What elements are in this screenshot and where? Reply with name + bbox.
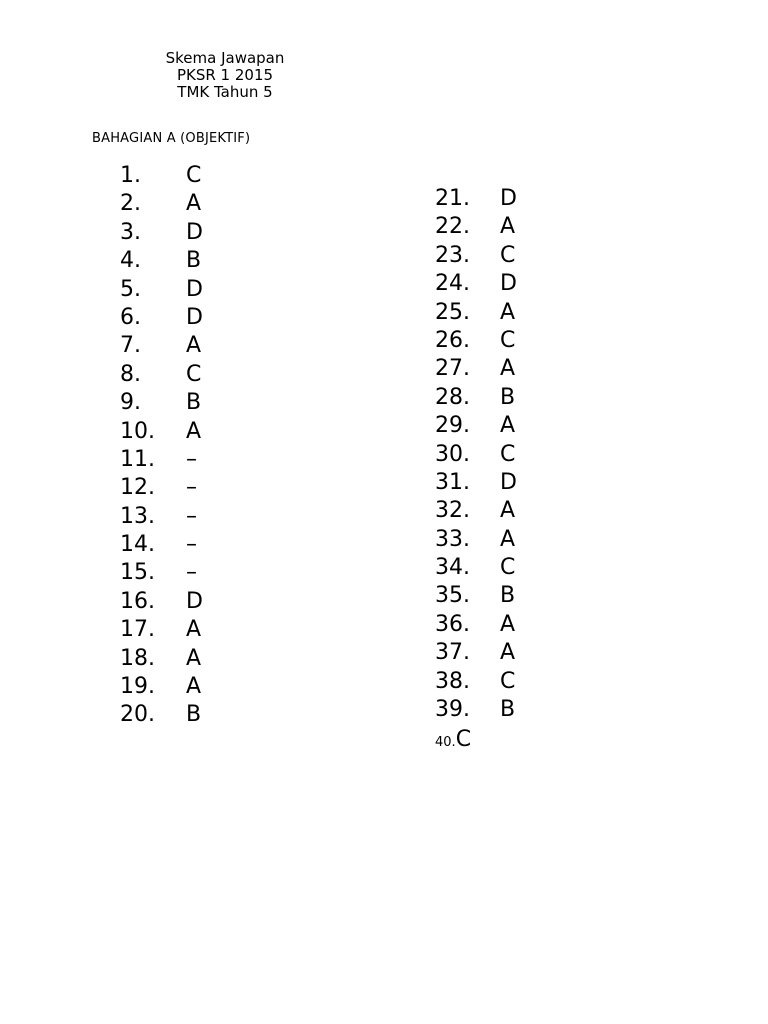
answer-number: 6. bbox=[120, 304, 141, 330]
answer-letter: A bbox=[500, 356, 516, 382]
answer-letter: C bbox=[186, 163, 202, 188]
answer-letter: A bbox=[500, 299, 516, 325]
answer-letter: A bbox=[500, 498, 516, 524]
answer-letter: D bbox=[500, 186, 517, 211]
answer-row bbox=[435, 469, 517, 497]
answer-row bbox=[120, 162, 203, 190]
answer-letter: B bbox=[186, 702, 202, 728]
answer-row bbox=[120, 645, 203, 673]
answer-number: 12. bbox=[120, 475, 155, 501]
answer-number: 3. bbox=[120, 219, 141, 245]
answer-letter: C bbox=[500, 242, 516, 268]
answer-number: 23. bbox=[435, 242, 470, 268]
answer-number: 2. bbox=[120, 191, 141, 217]
answer-letter: B bbox=[500, 583, 516, 609]
answer-row bbox=[435, 554, 517, 582]
answer-letter: C bbox=[500, 555, 516, 581]
answer-number: 16. bbox=[120, 588, 155, 614]
answer-letter: C bbox=[500, 327, 516, 353]
answer-row bbox=[435, 185, 517, 213]
answer-row bbox=[435, 270, 517, 298]
answer-row bbox=[120, 190, 203, 218]
answer-letter: B bbox=[186, 390, 202, 416]
answer-row bbox=[120, 304, 203, 332]
answer-number: 18. bbox=[120, 645, 155, 671]
answer-letter: – bbox=[186, 560, 197, 586]
answer-number: 33. bbox=[435, 526, 470, 552]
section-title: BAHAGIAN A (OBJEKTIF) bbox=[92, 131, 251, 146]
answer-number: 38. bbox=[435, 668, 470, 694]
answer-number: 4. bbox=[120, 248, 141, 274]
answer-number: 39. bbox=[435, 697, 470, 723]
answer-number: 1. bbox=[120, 163, 141, 188]
answer-number: 37. bbox=[435, 640, 470, 666]
answer-letter: – bbox=[186, 532, 197, 558]
answer-row bbox=[435, 611, 517, 639]
answer-letter: A bbox=[186, 674, 202, 700]
answer-letter: D bbox=[186, 304, 203, 330]
answer-row bbox=[120, 559, 203, 587]
answer-row bbox=[435, 526, 517, 554]
answer-row bbox=[120, 503, 203, 531]
answer-row bbox=[120, 588, 203, 616]
answer-row bbox=[435, 582, 517, 610]
answer-row bbox=[120, 389, 203, 417]
answer-number: 20. bbox=[120, 702, 155, 728]
answer-number: 14. bbox=[120, 532, 155, 558]
answer-number: 25. bbox=[435, 299, 470, 325]
answer-number: 36. bbox=[435, 611, 470, 637]
answer-row bbox=[120, 673, 203, 701]
answer-number: 22. bbox=[435, 214, 470, 240]
answer-letter: D bbox=[186, 276, 203, 302]
answer-letter: A bbox=[500, 611, 516, 637]
answer-letter: A bbox=[500, 214, 516, 240]
answer-number: 34. bbox=[435, 555, 470, 581]
answer-number: 7. bbox=[120, 333, 141, 359]
answer-number: 19. bbox=[120, 674, 155, 700]
answer-row bbox=[435, 412, 517, 440]
answer-letter: A bbox=[186, 645, 202, 671]
answer-row bbox=[435, 696, 517, 724]
answer-number: 32. bbox=[435, 498, 470, 524]
answer-letter: D bbox=[500, 469, 517, 495]
answer-row bbox=[120, 701, 203, 729]
document-header bbox=[140, 50, 310, 101]
header-exam: PKSR 1 2015 bbox=[176, 66, 274, 84]
answer-number: 5. bbox=[120, 276, 141, 302]
answer-letter: A bbox=[186, 333, 202, 359]
answer-letter: – bbox=[186, 475, 197, 501]
answer-number: 15. bbox=[120, 560, 155, 586]
answer-letter: C bbox=[500, 441, 516, 467]
answer-letter: B bbox=[500, 697, 516, 723]
answer-row bbox=[435, 355, 517, 383]
answer-letter: A bbox=[186, 418, 202, 444]
answer-row bbox=[120, 219, 203, 247]
answer-row bbox=[435, 497, 517, 525]
answer-letter: A bbox=[500, 640, 516, 666]
answer-number: 29. bbox=[435, 413, 470, 439]
answer-number: 40. bbox=[435, 735, 456, 750]
answer-row bbox=[435, 639, 517, 667]
answer-number: 17. bbox=[120, 617, 155, 643]
answer-number: 8. bbox=[120, 361, 141, 387]
answer-list-right bbox=[435, 185, 517, 724]
answer-number: 31. bbox=[435, 469, 470, 495]
answer-letter: A bbox=[500, 526, 516, 552]
answer-letter: A bbox=[186, 617, 202, 643]
answer-row bbox=[120, 446, 203, 474]
answer-row bbox=[120, 616, 203, 644]
answer-row bbox=[120, 332, 203, 360]
answer-number: 10. bbox=[120, 418, 155, 444]
answer-row bbox=[120, 418, 203, 446]
answer-number: 24. bbox=[435, 271, 470, 297]
answer-number: 27. bbox=[435, 356, 470, 382]
answer-letter: A bbox=[500, 413, 516, 439]
header-title: Skema Jawapan bbox=[165, 49, 285, 67]
answer-list-left bbox=[120, 162, 203, 730]
answer-number: 11. bbox=[120, 446, 155, 472]
answer-number: 9. bbox=[120, 390, 141, 416]
answer-letter: D bbox=[186, 219, 203, 245]
answer-number: 13. bbox=[120, 503, 155, 529]
answer-letter: B bbox=[186, 248, 202, 274]
header-subject: TMK Tahun 5 bbox=[177, 83, 273, 101]
answer-row bbox=[120, 474, 203, 502]
answer-letter: A bbox=[186, 191, 202, 217]
answer-row bbox=[435, 299, 517, 327]
answer-row bbox=[120, 276, 203, 304]
answer-letter: C bbox=[455, 727, 472, 752]
answer-row bbox=[120, 247, 203, 275]
answer-number: 28. bbox=[435, 384, 470, 410]
answer-letter: – bbox=[186, 446, 197, 472]
answer-letter: – bbox=[186, 503, 197, 529]
answer-row bbox=[435, 384, 517, 412]
answer-number: 26. bbox=[435, 327, 470, 353]
answer-letter: D bbox=[186, 588, 203, 614]
answer-row bbox=[435, 668, 517, 696]
answer-row bbox=[435, 441, 517, 469]
answer-number: 21. bbox=[435, 186, 470, 211]
answer-row bbox=[120, 531, 203, 559]
answer-row bbox=[435, 213, 517, 241]
answer-row bbox=[120, 361, 203, 389]
answer-row bbox=[435, 327, 517, 355]
answer-number: 35. bbox=[435, 583, 470, 609]
answer-letter: D bbox=[500, 271, 517, 297]
answer-letter: C bbox=[186, 361, 202, 387]
answer-row bbox=[435, 242, 517, 270]
answer-row-40 bbox=[435, 727, 471, 752]
answer-number: 30. bbox=[435, 441, 470, 467]
answer-letter: B bbox=[500, 384, 516, 410]
answer-letter: C bbox=[500, 668, 516, 694]
